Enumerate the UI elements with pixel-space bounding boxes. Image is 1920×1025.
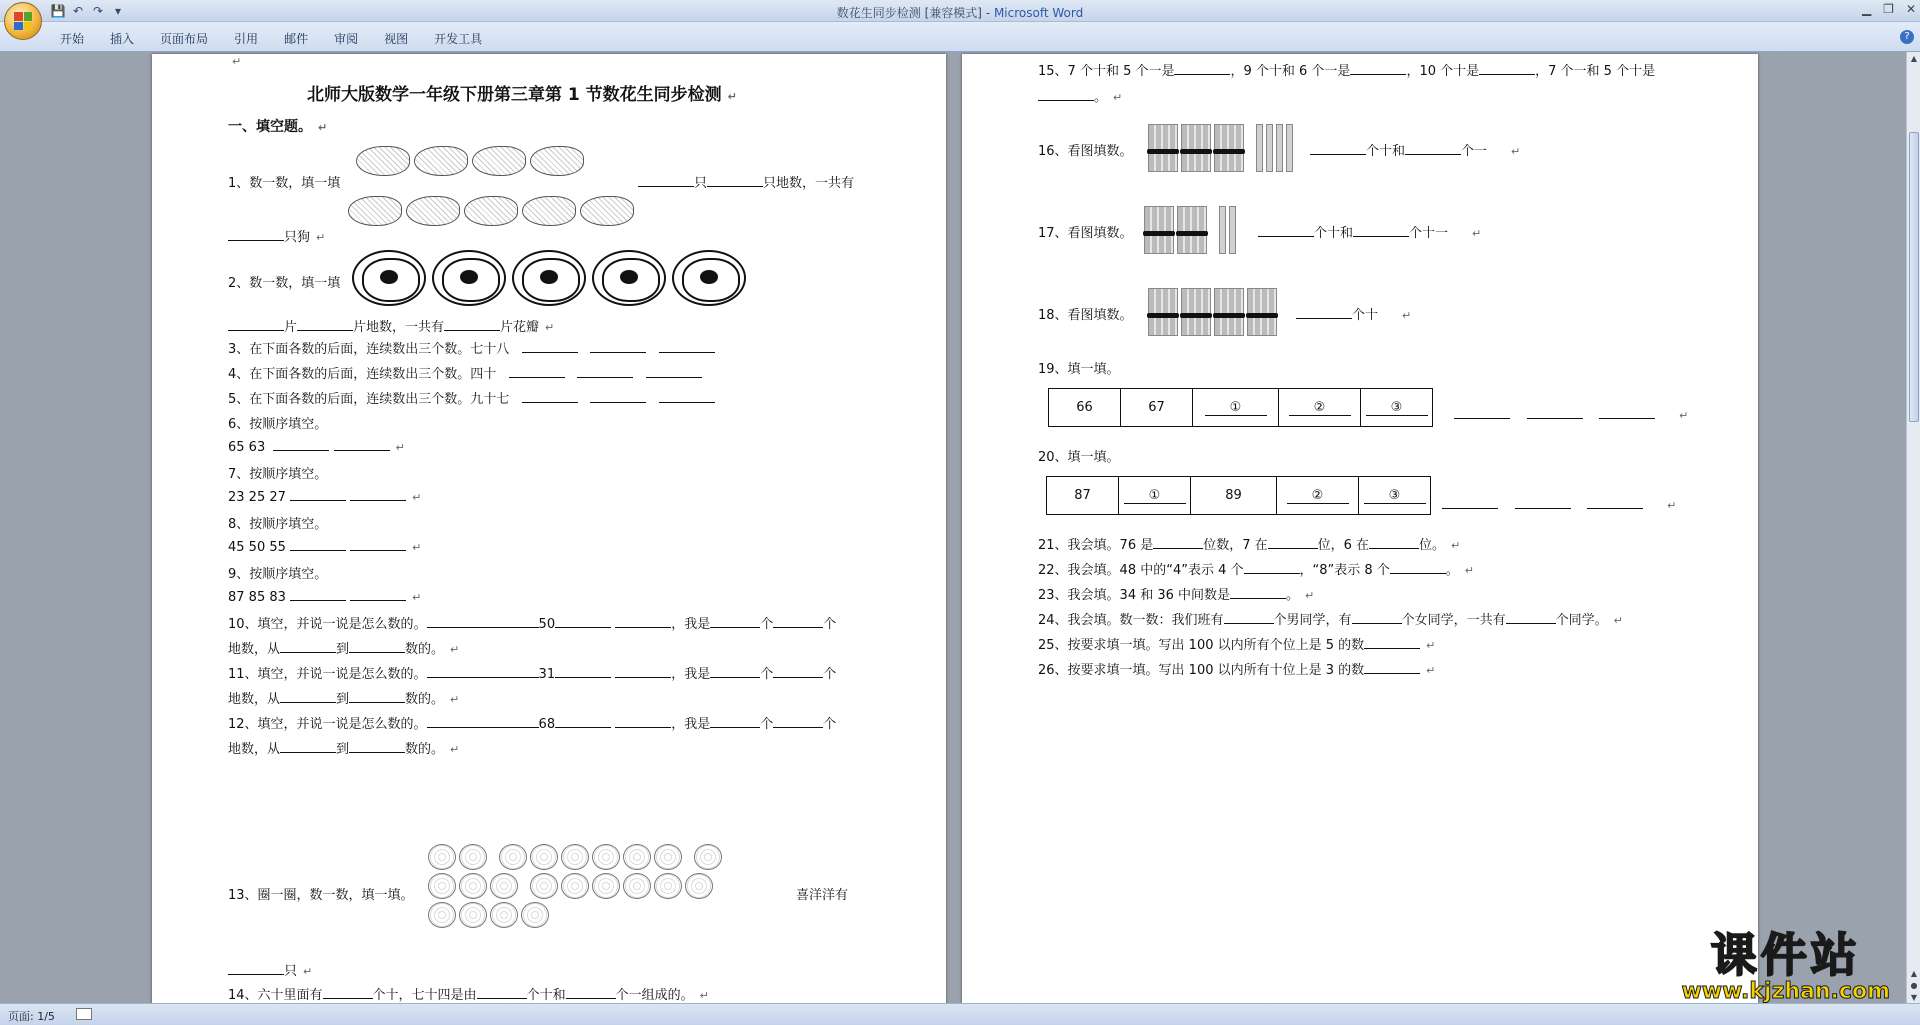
q20-table (1046, 476, 1431, 515)
q25: 25、按要求填一填。写出 100 以内所有个位上是 5 的数 ↵ (1038, 638, 1436, 653)
dogs-row-1 (356, 146, 584, 176)
next-page-icon[interactable]: ▼ (1910, 993, 1918, 1002)
status-bar (0, 1003, 1920, 1025)
q10-b: 地数，从 到 数的。 ↵ (228, 642, 460, 657)
prev-page-icon[interactable]: ▲ (1910, 969, 1918, 978)
sheep-icon (530, 873, 558, 899)
tab-insert[interactable]: 插入 (110, 32, 135, 46)
sheep-icon (459, 902, 487, 928)
page-2 (962, 54, 1758, 1003)
q3: 3、在下面各数的后面，连续数出三个数。七十八 (228, 338, 715, 357)
sheep-icon (592, 844, 620, 870)
maximize-icon[interactable]: ❐ (1883, 2, 1894, 16)
q14: 14、六十里面有 个十，七十四是由 个十和 个一组成的。 ↵ (228, 988, 709, 1003)
sheep-icon (561, 844, 589, 870)
q7-nums: 23 25 27 ↵ (228, 490, 422, 505)
q17: 17、看图填数。 (1038, 226, 1133, 241)
q26: 26、按要求填一填。写出 100 以内所有十位上是 3 的数 ↵ (1038, 663, 1436, 678)
q9-nums: 87 85 83 ↵ (228, 590, 422, 605)
stick-bundle-icon (1214, 288, 1244, 336)
q18: 18、看图填数。 (1038, 308, 1133, 323)
sheep-icon (623, 873, 651, 899)
q13-answer: 只 ↵ (228, 960, 312, 979)
q20-cell: ① (1119, 477, 1191, 515)
dog-icon (406, 196, 460, 226)
q19-table (1048, 388, 1433, 427)
sheep-icon (459, 844, 487, 870)
q12-b: 地数，从 到 数的。 ↵ (228, 742, 460, 757)
q20-cell: 89 (1191, 477, 1277, 515)
select-browse-object-icon[interactable]: ● (1910, 981, 1918, 990)
sheep-group (428, 844, 728, 928)
q5: 5、在下面各数的后面，连续数出三个数。九十七 (228, 388, 715, 407)
page-indicator[interactable]: 页面: 1/5 (8, 1010, 55, 1023)
stick-icon (1219, 206, 1226, 254)
sheep-icon (428, 873, 456, 899)
stick-icon (1286, 124, 1293, 172)
sheep-icon (654, 844, 682, 870)
page-1 (152, 54, 946, 1003)
para-mark: ↵ (232, 55, 242, 68)
customize-qat-icon[interactable]: ▾ (114, 4, 122, 18)
window-title: 数花生同步检测 [兼容模式] - Microsoft Word (836, 6, 1084, 20)
q20-cell: 87 (1047, 477, 1119, 515)
flower-icon (432, 250, 506, 306)
q20: 20、填一填。 (1038, 450, 1120, 465)
q24: 24、我会填。数一数：我们班有 个男同学，有 个女同学，一共有 个同学。 ↵ (1038, 613, 1623, 628)
stick-icon (1229, 206, 1236, 254)
tab-references[interactable]: 引用 (234, 32, 259, 46)
stick-icon (1256, 124, 1263, 172)
q17-blanks: 个十和 个十一 ↵ (1258, 222, 1481, 241)
dog-icon (356, 146, 410, 176)
q6-nums: 65 63 ↵ (228, 440, 405, 455)
scroll-up-icon[interactable]: ▲ (1910, 54, 1918, 63)
sheep-icon (490, 902, 518, 928)
sheep-icon (499, 844, 527, 870)
stick-bundle-icon (1181, 124, 1211, 172)
office-logo-icon (14, 12, 32, 30)
stick-bundle-icon (1214, 124, 1244, 172)
watermark-name: 课件站 (1710, 928, 1861, 982)
sheep-icon (428, 902, 456, 928)
ribbon (0, 22, 1920, 52)
stick-icon (1266, 124, 1273, 172)
q6: 6、按顺序填空。 (228, 417, 328, 432)
sheep-icon (428, 844, 456, 870)
q21: 21、我会填。76 是 位数，7 在 位，6 在 位。 ↵ (1038, 538, 1461, 553)
tab-page-layout[interactable]: 页面布局 (160, 32, 209, 46)
dog-icon (530, 146, 584, 176)
quick-access-toolbar (50, 3, 126, 19)
q16: 16、看图填数。 (1038, 144, 1133, 159)
dog-icon (522, 196, 576, 226)
tab-mailings[interactable]: 邮件 (284, 32, 309, 46)
flowers (352, 250, 746, 306)
sheep-icon (561, 873, 589, 899)
q16-blanks: 个十和 个一 ↵ (1310, 140, 1520, 159)
vertical-scrollbar[interactable] (1906, 52, 1920, 1003)
q20-blanks: ↵ (1442, 496, 1676, 513)
flower-icon (672, 250, 746, 306)
tab-home[interactable]: 开始 (60, 32, 85, 46)
q18-blanks: 个十 ↵ (1296, 304, 1411, 323)
q19: 19、填一填。 (1038, 362, 1120, 377)
window-controls (1862, 2, 1916, 16)
q20-cell: ③ (1359, 477, 1431, 515)
q19-blanks: ↵ (1454, 406, 1688, 423)
sheep-icon (592, 873, 620, 899)
q18-sticks (1148, 288, 1277, 336)
q2-text: 2、数一数，填一填 (228, 276, 341, 291)
dogs-row-2 (348, 196, 634, 226)
ribbon-tabs (60, 30, 482, 47)
stick-bundle-icon (1148, 124, 1178, 172)
stick-bundle-icon (1181, 288, 1211, 336)
q10: 10、填空，并说一说是怎么数的。 50 ，我是 个 个 (228, 617, 837, 632)
q13-b: 喜洋洋有 (796, 888, 849, 903)
scroll-thumb[interactable] (1909, 132, 1919, 422)
sheep-icon (521, 902, 549, 928)
q19-cell: 67 (1121, 389, 1193, 427)
save-icon[interactable]: 💾 (50, 4, 66, 18)
dog-icon (348, 196, 402, 226)
section-heading: 一、填空题。 ↵ (228, 119, 328, 135)
stick-bundle-icon (1148, 288, 1178, 336)
flower-icon (592, 250, 666, 306)
minimize-icon[interactable]: ▁ (1861, 2, 1872, 16)
undo-icon[interactable]: ↶ (72, 4, 84, 18)
q19-cell: ① (1193, 389, 1279, 427)
title-bar (0, 0, 1920, 22)
dog-icon (580, 196, 634, 226)
sheep-icon (654, 873, 682, 899)
tab-developer[interactable]: 开发工具 (434, 32, 483, 46)
close-icon[interactable]: ✕ (1905, 2, 1916, 16)
watermark-url: www.kjzhan.com (1681, 979, 1890, 1004)
q15-b: 。 ↵ (1038, 86, 1122, 105)
watermark (1681, 930, 1890, 1004)
sheep-icon (530, 844, 558, 870)
sheep-icon (694, 844, 722, 870)
tab-view[interactable]: 视图 (384, 32, 409, 46)
q22: 22、我会填。48 中的“4”表示 4 个 ，“8”表示 8 个 。 ↵ (1038, 563, 1475, 578)
q19-cell: ③ (1361, 389, 1433, 427)
q12: 12、填空，并说一说是怎么数的。 68 ，我是 个 个 (228, 717, 837, 732)
stick-icon (1276, 124, 1283, 172)
q16-sticks (1148, 124, 1293, 172)
office-button[interactable] (4, 2, 42, 40)
q8-nums: 45 50 55 ↵ (228, 540, 422, 555)
sheep-icon (459, 873, 487, 899)
sheep-icon (685, 873, 713, 899)
flower-icon (352, 250, 426, 306)
q13-text: 13、圈一圈，数一数，填一填。 (228, 888, 414, 903)
stick-bundle-icon (1144, 206, 1174, 254)
q9: 9、按顺序填空。 (228, 567, 328, 582)
redo-icon[interactable]: ↷ (92, 4, 104, 18)
q11: 11、填空，并说一说是怎么数的。 31 ，我是 个 个 (228, 667, 837, 682)
q8: 8、按顺序填空。 (228, 517, 328, 532)
q17-sticks (1144, 206, 1236, 254)
stick-bundle-icon (1247, 288, 1277, 336)
q20-cell: ② (1277, 477, 1359, 515)
dog-icon (414, 146, 468, 176)
q11-b: 地数，从 到 数的。 ↵ (228, 692, 460, 707)
q4: 4、在下面各数的后面，连续数出三个数。四十 (228, 363, 702, 382)
q15: 15、7 个十和 5 个一是 ，9 个十和 6 个一是 ，10 个十是 ，7 个一和 5 个十是 (1038, 64, 1656, 79)
flower-icon (512, 250, 586, 306)
doc-title: 北师大版数学一年级下册第三章第 1 节数花生同步检测 ↵ (307, 85, 737, 105)
sheep-icon (490, 873, 518, 899)
q19-cell: ② (1279, 389, 1361, 427)
stick-bundle-icon (1177, 206, 1207, 254)
sheep-icon (623, 844, 651, 870)
q7: 7、按顺序填空。 (228, 467, 328, 482)
q19-cell: 66 (1049, 389, 1121, 427)
dog-icon (464, 196, 518, 226)
tab-review[interactable]: 审阅 (334, 32, 359, 46)
q23: 23、我会填。34 和 36 中间数是 。 ↵ (1038, 588, 1315, 603)
q2-answer: 片 片地数，一共有 片花瓣 ↵ (228, 316, 554, 335)
q1-text: 1、数一数，填一填 (228, 176, 341, 191)
document-workspace[interactable] (0, 52, 1906, 1003)
q1-answer: 只狗 ↵ (228, 226, 325, 245)
q1-blanks: 只 只地数，一共有 (638, 172, 854, 191)
help-icon[interactable]: ? (1900, 30, 1914, 44)
proofing-icon[interactable] (76, 1008, 92, 1020)
dog-icon (472, 146, 526, 176)
